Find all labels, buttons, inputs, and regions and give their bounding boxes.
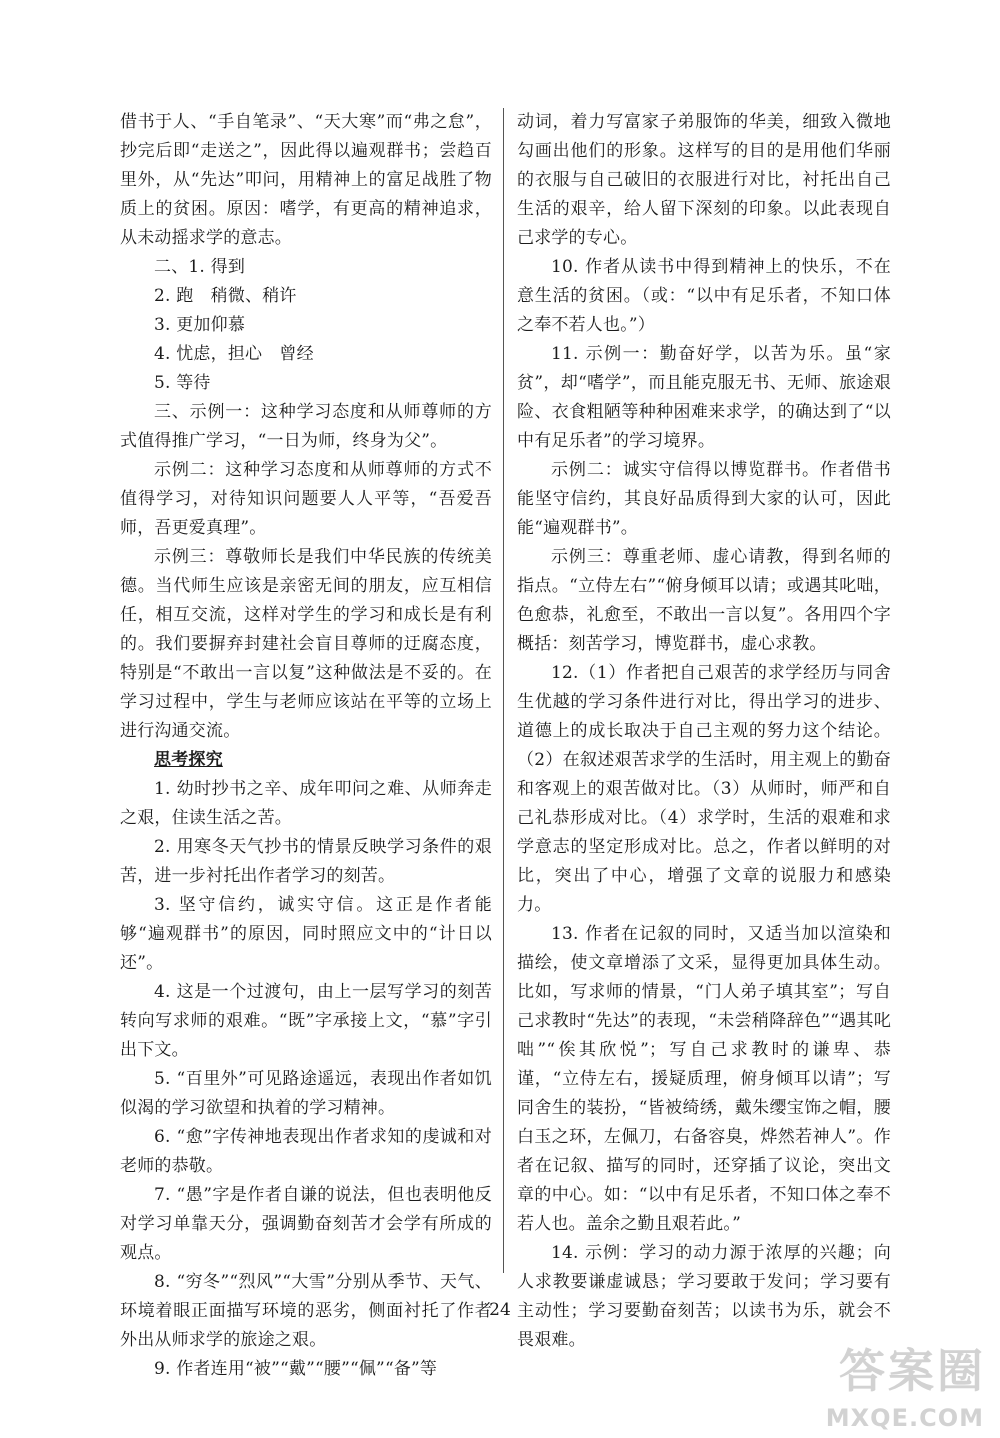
paragraph: 8. “穷冬”“烈风”“大雪”分别从季节、天气、环境着眼正面描写环境的恶劣，侧面衬托了作者外出从师求学的旅途之艰。 — [120, 1272, 492, 1350]
section-heading: 思考探究 — [154, 750, 223, 770]
paragraph: 10. 作者从读书中得到精神上的快乐，不在意生活的贫困。（或：“以中有足乐者，不知口体之奉不若人也。”） — [517, 257, 891, 335]
paragraph: 2. 跑 稍微、稍许 — [154, 286, 297, 306]
paragraph: 示例三：尊敬师长是我们中华民族的传统美德。当代师生应该是亲密无间的朋友，应互相信任，相互交流，这样对学生的学习和成长是有利的。我们要摒弃封建社会盲目尊师的迂腐态度，特别是“不敢出一言以复”这种做法是不妥的。在学习过程中，学生与老师应该站在平等的立场上进行沟通交流。 — [120, 547, 492, 741]
left-column — [120, 108, 492, 1384]
paragraph: 借书于人、“手自笔录”、“天大寒”而“弗之怠”，抄完后即“走送之”，因此得以遍观群书；尝趋百里外，从“先达”叩问，用精神上的富足战胜了物质上的贫困。原因：嗜学，有更高的精神追求，从未动摇求学的意志。 — [120, 112, 492, 248]
paragraph: 5. 等待 — [154, 373, 211, 393]
paragraph: 7. “愚”字是作者自谦的说法，但也表明他反对学习单靠天分，强调勤奋刻苦才会学有所成的观点。 — [120, 1185, 492, 1263]
paragraph: 二、1. 得到 — [154, 257, 246, 277]
paragraph: 9. 作者连用“被”“戴”“腰”“佩”“备”等 — [154, 1359, 438, 1379]
paragraph: 13. 作者在记叙的同时，又适当加以渲染和描绘，使文章增添了文采，显得更加具体生动。比如，写求师的情景，“门人弟子填其室”；写自己求教时“先达”的表现，“未尝稍降辞色”“遇其叱咄”“俟其欣悦”；写自己求教时的谦卑、恭谨，“立侍左右，援疑质理，俯身倾耳以请”；写同舍生的装扮，“皆被绮绣，戴朱缨宝饰之帽，腰白玉之环，左佩刀，右备容臭，烨然若神人”。作者在记叙、描写的同时，还穿插了议论，突出文章的中心。如：“以中有足乐者，不知口体之奉不若人也。盖余之勤且艰若此。” — [517, 924, 891, 1234]
paragraph: 动词，着力写富家子弟服饰的华美，细致入微地勾画出他们的形象。这样写的目的是用他们华丽的衣服与自己破旧的衣服进行对比，衬托出自己生活的艰辛，给人留下深刻的印象。以此表现自己求学的专心。 — [517, 112, 891, 248]
watermark-site: MXQE.COM — [825, 1404, 984, 1432]
watermark-logo — [811, 1344, 986, 1434]
paragraph: 3. 坚守信约，诚实守信。这正是作者能够“遍观群书”的原因，同时照应文中的“计日以还”。 — [120, 895, 492, 973]
paragraph: 示例三：尊重老师、虚心请教，得到名师的指点。“立侍左右”“俯身倾耳以请；或遇其叱咄，色愈恭，礼愈至，不敢出一言以复”。各用四个字概括：刻苦学习，博览群书，虚心求教。 — [517, 547, 891, 654]
paragraph: 5. “百里外”可见路途遥远，表现出作者如饥似渴的学习欲望和执着的学习精神。 — [120, 1069, 492, 1118]
paragraph: 4. 这是一个过渡句，由上一层写学习的刻苦转向写求师的艰难。“既”字承接上文，“慕”字引出下文。 — [120, 982, 492, 1060]
column-divider — [503, 108, 504, 1273]
paragraph: 4. 忧虑，担心 曾经 — [154, 344, 314, 364]
paragraph: 12.（1）作者把自己艰苦的求学经历与同舍生优越的学习条件进行对比，得出学习的进步、道德上的成长取决于自己主观的努力这个结论。（2）在叙述艰苦求学的生活时，用主观上的勤奋和客观上的艰苦做对比。（3）从师时，师严和自己礼恭形成对比。（4）求学时，生活的艰难和求学意志的坚定形成对比。总之，作者以鲜明的对比，突出了中心，增强了文章的说服力和感染力。 — [517, 663, 891, 915]
paragraph: 2. 用寒冬天气抄书的情景反映学习条件的艰苦，进一步衬托出作者学习的刻苦。 — [120, 837, 492, 886]
paragraph: 6. “愈”字传神地表现出作者求知的虔诚和对老师的恭敬。 — [120, 1127, 492, 1176]
page-number: 24 — [489, 1300, 511, 1320]
paragraph: 11. 示例一：勤奋好学，以苦为乐。虽“家贫”，却“嗜学”，而且能克服无书、无师、旅途艰险、衣食粗陋等种种困难来求学，的确达到了“以中有足乐者”的学习境界。 — [517, 344, 891, 451]
paragraph: 示例二：这种学习态度和从师尊师的方式不值得学习，对待知识问题要人人平等，“吾爱吾师，吾更爱真理”。 — [120, 460, 492, 538]
paragraph: 3. 更加仰慕 — [154, 315, 246, 335]
paragraph: 三、示例一：这种学习态度和从师尊师的方式值得推广学习，“一日为师，终身为父”。 — [120, 402, 492, 451]
paragraph: 1. 幼时抄书之辛、成年叩问之难、从师奔走之艰，住读生活之苦。 — [120, 779, 492, 828]
paragraph: 14. 示例：学习的动力源于浓厚的兴趣；向人求教要谦虚诚恳；学习要敢于发问；学习要有主动性；学习要勤奋刻苦；以读书为乐，就会不畏艰难。 — [517, 1243, 891, 1350]
paragraph: 示例二：诚实守信得以博览群书。作者借书能坚守信约，其良好品质得到大家的认可，因此能“遍观群书”。 — [517, 460, 891, 538]
right-column — [517, 108, 891, 1355]
watermark-title: 答案圈 — [839, 1344, 986, 1398]
